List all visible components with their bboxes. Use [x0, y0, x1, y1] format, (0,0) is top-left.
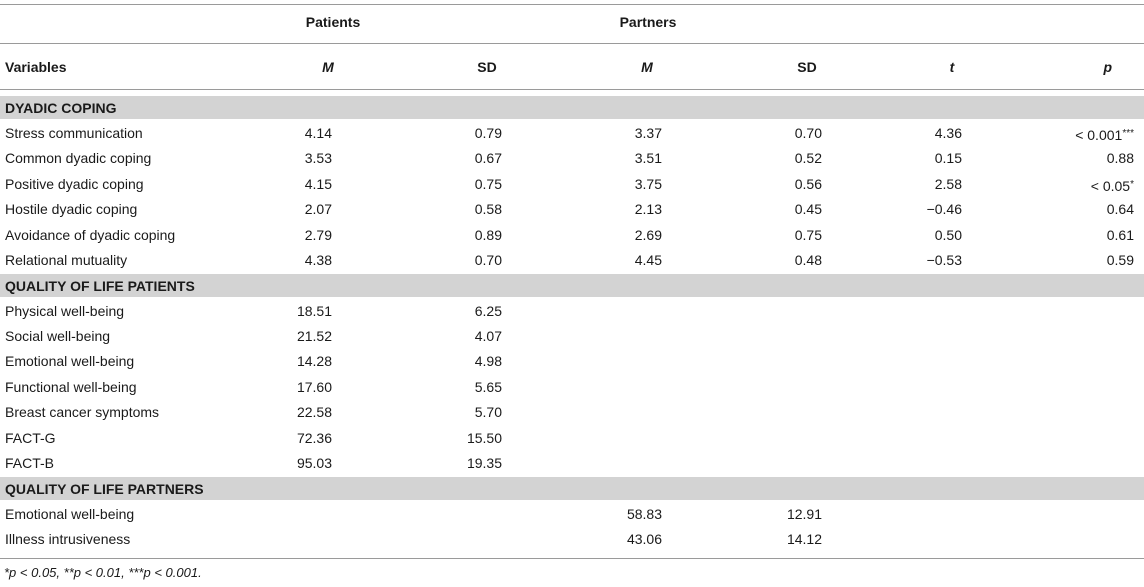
cell-sd1: 0.75 [474, 175, 502, 192]
cell-variable: Emotional well-being [5, 353, 135, 370]
cell-m1: 72.36 [296, 429, 332, 446]
table-row [0, 324, 1144, 349]
cell-variable: Social well-being [5, 327, 111, 344]
column-header-patients-mean: M [322, 59, 334, 75]
table-row [0, 375, 1144, 400]
cell-sd1: 0.67 [474, 150, 502, 167]
cell-m1: 22.58 [296, 404, 332, 421]
table-row [0, 502, 1144, 527]
cell-m1: 17.60 [296, 378, 332, 395]
cell-m2: 58.83 [626, 505, 662, 522]
table-row [0, 248, 1144, 273]
table-row [0, 146, 1144, 171]
cell-sd1: 4.98 [474, 353, 502, 370]
cell-sd1: 0.58 [474, 201, 502, 218]
cell-variable: FACT-G [5, 429, 56, 446]
section-qol-patients [0, 274, 1144, 297]
cell-variable: FACT-B [5, 454, 55, 471]
cell-sd2: 0.75 [794, 226, 822, 243]
cell-p [1030, 121, 1134, 146]
cell-variable: Positive dyadic coping [5, 175, 144, 192]
cell-sd1: 0.89 [474, 226, 502, 243]
group-header-row [0, 10, 1144, 35]
cell-m1: 4.15 [304, 175, 332, 192]
table-row [0, 121, 1144, 146]
column-header-p: p [1103, 59, 1112, 75]
cell-t: −0.53 [926, 252, 962, 268]
cell-p [1030, 172, 1134, 197]
cell-variable: Emotional well-being [5, 505, 135, 522]
cell-variable: Hostile dyadic coping [5, 201, 138, 218]
cell-variable: Avoidance of dyadic coping [5, 226, 176, 243]
cell-t: 2.58 [934, 175, 962, 192]
cell-variable: Common dyadic coping [5, 150, 152, 167]
top-rule [0, 4, 1144, 5]
cell-variable: Physical well-being [5, 302, 125, 319]
section-qol-partners [0, 477, 1144, 500]
significance-marker: *** [1122, 128, 1134, 139]
column-header-variables: Variables [5, 59, 67, 75]
cell-p-value: < 0.001 [1075, 127, 1123, 143]
cell-p-value: < 0.05 [1090, 177, 1131, 194]
cell-sd2: 0.52 [794, 150, 822, 167]
column-header-partners-sd: SD [797, 59, 817, 75]
column-header-t: t [949, 59, 955, 75]
cell-t: 0.50 [934, 226, 962, 243]
table-row [0, 426, 1144, 451]
cell-t: 4.36 [934, 125, 962, 141]
cell-m1: 2.07 [304, 201, 332, 218]
cell-m2: 3.75 [634, 175, 662, 192]
cell-t: −0.46 [926, 201, 962, 218]
table-row [0, 299, 1144, 324]
cell-m2: 3.51 [634, 150, 662, 167]
group-header-rule [0, 43, 1144, 44]
column-header-patients-sd: SD [477, 59, 497, 75]
section-title: QUALITY OF LIFE PATIENTS [5, 278, 195, 294]
cell-sd2: 0.70 [794, 125, 822, 141]
cell-p: 0.59 [1106, 252, 1134, 268]
cell-m1: 3.53 [304, 150, 332, 167]
table-row [0, 223, 1144, 248]
group-header-patients: Patients [305, 14, 361, 30]
cell-sd1: 5.70 [474, 404, 502, 421]
table-row [0, 349, 1144, 374]
cell-m2: 43.06 [626, 530, 662, 547]
cell-m2: 2.69 [634, 226, 662, 243]
section-title: DYADIC COPING [5, 100, 117, 116]
cell-m2: 2.13 [634, 201, 662, 218]
cell-sd1: 5.65 [474, 378, 502, 395]
table-footnote: *p < 0.05, **p < 0.01, ***p < 0.001. [4, 565, 202, 580]
cell-sd2: 0.56 [794, 175, 822, 192]
cell-m1: 4.38 [304, 252, 332, 268]
table-row [0, 172, 1144, 197]
table-row [0, 197, 1144, 222]
cell-sd2: 12.91 [786, 505, 822, 522]
cell-sd2: 0.48 [794, 252, 822, 268]
table-row [0, 527, 1144, 552]
column-header-partners-mean: M [641, 59, 653, 75]
cell-t: 0.15 [934, 150, 962, 167]
cell-variable: Breast cancer symptoms [5, 404, 160, 421]
table-row [0, 400, 1144, 425]
significance-marker: * [1130, 178, 1134, 190]
cell-sd1: 0.70 [474, 252, 502, 268]
cell-m1: 95.03 [296, 454, 332, 471]
cell-variable: Illness intrusiveness [5, 530, 131, 547]
cell-m1: 21.52 [296, 327, 332, 344]
cell-sd1: 6.25 [474, 302, 502, 319]
cell-m1: 18.51 [296, 302, 332, 319]
group-header-partners: Partners [619, 14, 677, 30]
table-row [0, 451, 1144, 476]
cell-sd2: 0.45 [794, 201, 822, 218]
cell-m2: 4.45 [634, 252, 662, 268]
cell-variable: Functional well-being [5, 378, 137, 395]
cell-m1: 2.79 [304, 226, 332, 243]
cell-p: 0.88 [1106, 150, 1134, 167]
cell-sd1: 4.07 [474, 327, 502, 344]
bottom-rule [0, 558, 1144, 559]
cell-sd1: 19.35 [466, 454, 502, 471]
cell-variable: Stress communication [5, 125, 143, 141]
section-title: QUALITY OF LIFE PARTNERS [5, 481, 204, 497]
column-header-rule [0, 89, 1144, 90]
cell-sd2: 14.12 [786, 530, 822, 547]
cell-sd1: 15.50 [466, 429, 502, 446]
cell-m1: 14.28 [296, 353, 332, 370]
cell-m2: 3.37 [634, 125, 662, 141]
section-dyadic-coping [0, 96, 1144, 119]
cell-variable: Relational mutuality [5, 252, 128, 268]
column-header-row [0, 55, 1144, 80]
cell-m1: 4.14 [304, 125, 332, 141]
cell-sd1: 0.79 [474, 125, 502, 141]
cell-p: 0.61 [1106, 226, 1134, 243]
cell-p: 0.64 [1106, 201, 1134, 218]
